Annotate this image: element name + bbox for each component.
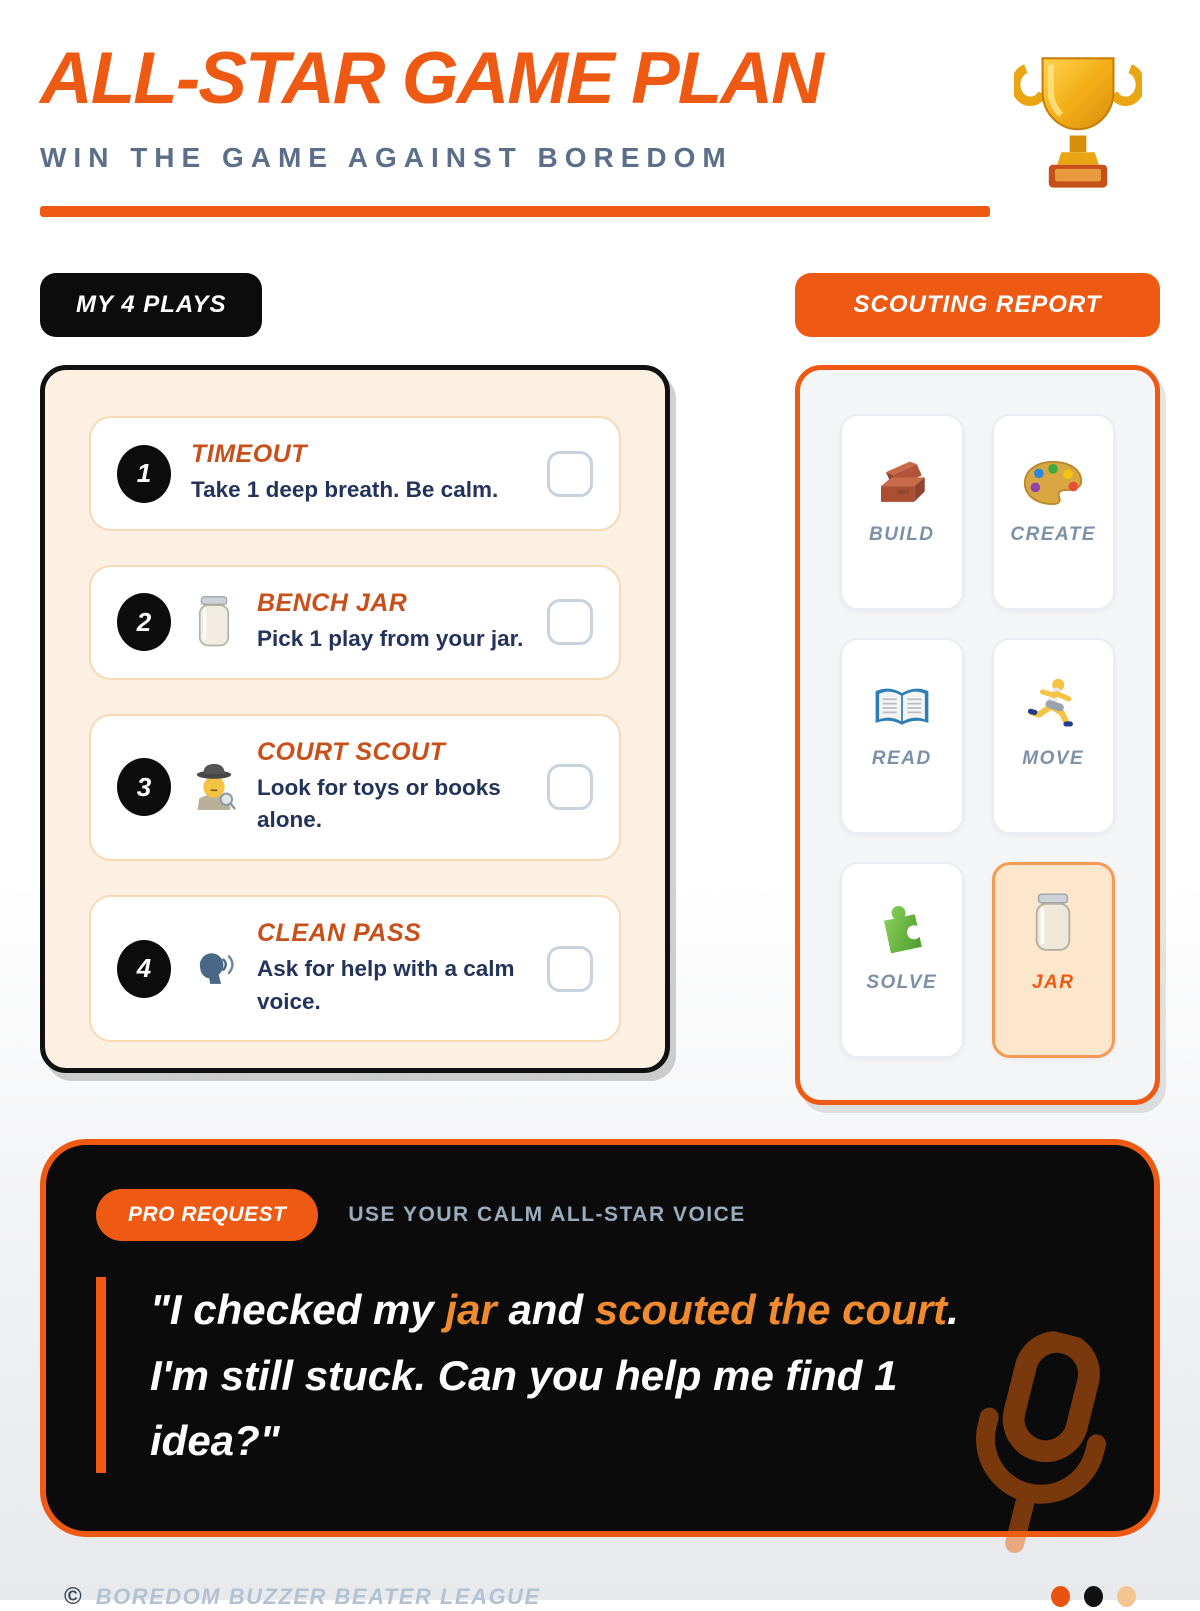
scouting-grid [840,414,1115,1058]
scout-card-solve[interactable] [840,862,964,1058]
play-description: Take 1 deep breath. Be calm. [191,477,499,503]
plays-badge: MY 4 PLAYS [40,273,262,337]
plays-panel [40,365,670,1073]
scouting-column [795,273,1160,1105]
scouting-panel [795,365,1160,1105]
play-card-clean-pass [89,895,621,1042]
main-content [40,273,1160,1105]
puzzle-icon [874,892,930,954]
scout-label: SOLVE [866,972,938,994]
play-description: Ask for help with a calm voice. [257,955,515,1014]
play-text [257,919,527,1018]
quote-segment: and [496,1286,595,1334]
play-card-timeout [89,416,621,531]
jar-icon [1029,892,1077,954]
detective-icon [191,762,237,812]
pro-request-badge: PRO REQUEST [96,1189,318,1241]
footer-dots [1051,1586,1136,1607]
quote-segment-highlight: jar [445,1286,497,1334]
scout-label: BUILD [868,524,935,546]
play-card-court-scout [89,714,621,861]
play-number: 1 [117,445,171,503]
scout-label: JAR [1031,972,1075,994]
play-title: COURT SCOUT [257,737,446,766]
footer [40,1583,1160,1611]
scouting-badge: SCOUTING REPORT [795,273,1160,337]
header [40,38,1160,217]
play-title: CLEAN PASS [257,918,422,947]
footer-text: BOREDOM BUZZER BEATER LEAGUE [95,1583,541,1609]
scout-label: MOVE [1022,748,1085,770]
jar-icon [191,595,237,649]
pro-request-hint: USE YOUR CALM ALL-STAR VOICE [348,1203,746,1227]
scout-card-build[interactable] [840,414,964,610]
play-number: 2 [117,593,171,651]
quote-segment: . I'm still stuck. Can you help me find 1 idea?" [150,1286,959,1464]
trophy-icon [1014,50,1142,200]
header-divider [40,206,990,217]
play-card-bench-jar [89,565,621,680]
play-checkbox[interactable] [547,599,593,645]
pro-request-header [96,1189,1104,1241]
play-checkbox[interactable] [547,764,593,810]
play-title: BENCH JAR [257,589,408,618]
script-quote [96,1277,1026,1472]
copyright-icon: © [64,1582,82,1610]
play-title: TIMEOUT [191,440,307,469]
scout-card-jar[interactable] [992,862,1116,1058]
plays-column [40,273,670,1073]
dot-peach [1117,1586,1136,1607]
page-title: ALL-STAR GAME PLAN [40,38,822,119]
book-icon [872,668,932,730]
palette-icon [1023,444,1083,506]
play-text [191,440,527,507]
play-checkbox[interactable] [547,451,593,497]
pro-request-panel [40,1139,1160,1536]
scout-card-read[interactable] [840,638,964,834]
quote-segment: "I checked my [150,1286,446,1334]
play-description: Look for toys or books alone. [257,774,501,833]
speaking-head-icon [191,948,237,990]
bricks-icon [874,444,930,506]
quote-segment-highlight: scouted the court [594,1286,948,1334]
dot-orange [1051,1586,1070,1607]
play-text [257,738,527,837]
dot-black [1084,1586,1103,1607]
footer-credit [64,1583,541,1611]
page-subtitle: WIN THE GAME AGAINST BOREDOM [40,142,733,174]
scout-card-create[interactable] [992,414,1116,610]
play-checkbox[interactable] [547,946,593,992]
play-number: 4 [117,940,171,998]
play-description: Pick 1 play from your jar. [257,626,524,652]
scout-card-move[interactable] [992,638,1116,834]
scout-label: READ [871,748,932,770]
play-number: 3 [117,758,171,816]
play-text [257,589,527,656]
runner-icon [1027,668,1079,730]
scout-label: CREATE [1010,524,1097,546]
